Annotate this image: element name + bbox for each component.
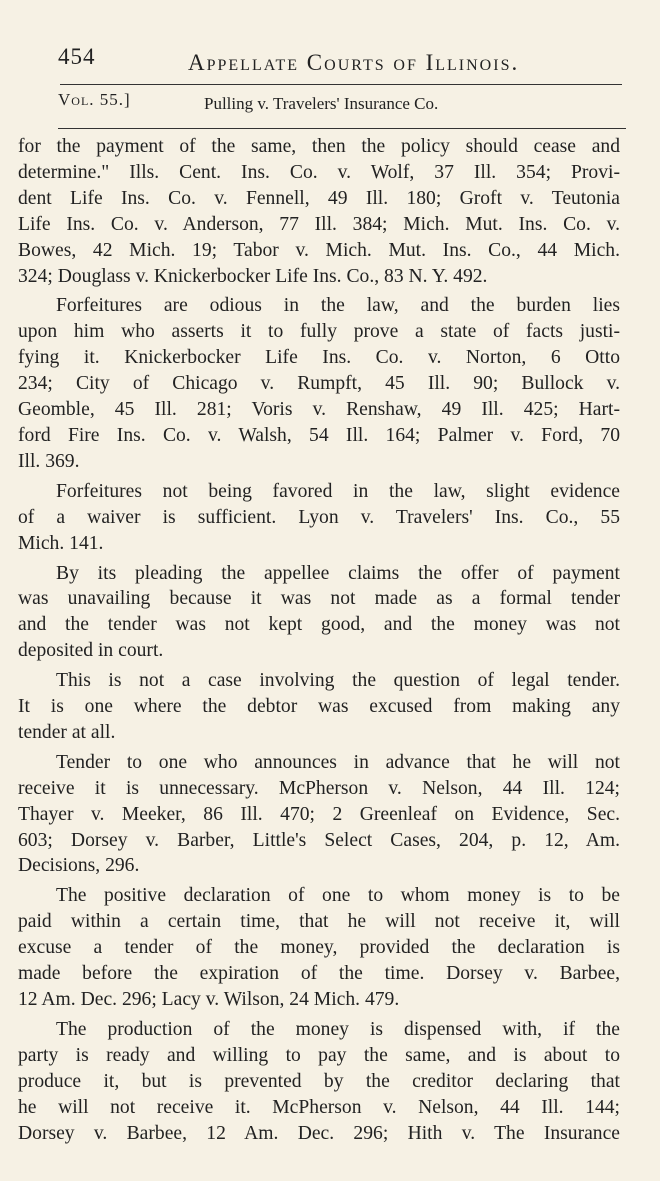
text-line: ford Fire Ins. Co. v. Walsh, 54 Ill. 164; Palmer v. Ford, 70 xyxy=(18,424,620,446)
text-line: excuse a tender of the money, provided the declaration is xyxy=(18,937,620,959)
text-line: Mich. 141. xyxy=(18,532,104,554)
text-line: Ill. 369. xyxy=(18,450,80,472)
text-line: determine." Ills. Cent. Ins. Co. v. Wolf, 37 Ill. 354; Provi- xyxy=(18,161,620,183)
text-line: dent Life Ins. Co. v. Fennell, 49 Ill. 180; Groft v. Teutonia xyxy=(18,187,620,209)
text-line: tender at all. xyxy=(18,721,116,743)
text-line: Decisions, 296. xyxy=(18,855,140,877)
text-line: of a waiver is sufficient. Lyon v. Travelers' Ins. Co., 55 xyxy=(18,506,620,528)
text-line: fying it. Knickerbocker Life Ins. Co. v. Norton, 6 Otto xyxy=(18,347,620,369)
body-text xyxy=(18,134,620,1150)
case-subheader xyxy=(58,90,622,120)
text-line: Geomble, 45 Ill. 281; Voris v. Renshaw, 49 Ill. 425; Hart- xyxy=(18,399,620,421)
text-line: produce it, but is prevented by the creditor declaring that xyxy=(18,1070,620,1092)
text-line: The production of the money is dispensed with, if the xyxy=(56,1018,620,1040)
text-line: for the payment of the same, then the policy should cease and xyxy=(18,136,620,157)
text-line: Dorsey v. Barbee, 12 Am. Dec. 296; Hith v. The Insurance xyxy=(18,1122,620,1144)
paragraph xyxy=(18,1017,620,1147)
paragraph xyxy=(18,479,620,557)
text-line: Life Ins. Co. v. Anderson, 77 Ill. 384; Mich. Mut. Ins. Co. v. xyxy=(18,213,620,235)
text-line: 603; Dorsey v. Barber, Little's Select Cases, 204, p. 12, Am. xyxy=(18,829,620,851)
text-line: This is not a case involving the question of legal tender. xyxy=(56,670,620,692)
paragraph xyxy=(18,668,620,746)
paragraph xyxy=(18,134,620,289)
paragraph xyxy=(18,293,620,474)
paragraph xyxy=(18,561,620,665)
text-line: he will not receive it. McPherson v. Nelson, 44 Ill. 144; xyxy=(18,1096,620,1118)
text-line: Forfeitures are odious in the law, and the burden lies xyxy=(56,295,620,317)
court-title: Appellate Courts of Illinois. xyxy=(188,50,520,75)
paragraph xyxy=(18,883,620,1013)
text-line: It is one where the debtor was excused from making any xyxy=(18,696,620,718)
text-line: deposited in court. xyxy=(18,640,164,662)
text-line: Thayer v. Meeker, 86 Ill. 470; 2 Greenleaf on Evidence, Sec. xyxy=(18,803,620,825)
header-rule-top xyxy=(60,84,622,85)
text-line: The positive declaration of one to whom money is to be xyxy=(56,885,620,907)
text-line: receive it is unnecessary. McPherson v. Nelson, 44 Ill. 124; xyxy=(18,777,620,799)
text-line: Forfeitures not being favored in the law, slight evidence xyxy=(56,480,620,502)
text-line: and the tender was not kept good, and the money was not xyxy=(18,614,620,636)
text-line: By its pleading the appellee claims the offer of payment xyxy=(56,562,620,584)
text-line: party is ready and willing to pay the same, and is about to xyxy=(18,1044,620,1066)
text-line: upon him who asserts it to fully prove a state of facts justi- xyxy=(18,321,620,343)
volume-label: Vol. 55.] xyxy=(58,90,131,109)
text-line: Tender to one who announces in advance that he will not xyxy=(56,751,620,773)
paragraph xyxy=(18,750,620,880)
header-rule-bottom xyxy=(58,128,626,129)
text-line: was unavailing because it was not made as a formal tender xyxy=(18,588,620,610)
text-line: Bowes, 42 Mich. 19; Tabor v. Mich. Mut. Ins. Co., 44 Mich. xyxy=(18,239,620,261)
text-line: 324; Douglass v. Knickerbocker Life Ins. Co., 83 N. Y. 492. xyxy=(18,265,488,287)
text-line: 12 Am. Dec. 296; Lacy v. Wilson, 24 Mich. 479. xyxy=(18,989,400,1010)
running-head xyxy=(18,0,622,75)
text-line: made before the expiration of the time. Dorsey v. Barbee, xyxy=(18,963,620,985)
case-name: Pulling v. Travelers' Insurance Co. xyxy=(204,94,439,113)
text-line: paid within a certain time, that he will not receive it, will xyxy=(18,911,620,933)
text-line: 234; City of Chicago v. Rumpft, 45 Ill. 90; Bullock v. xyxy=(18,373,620,395)
page-number: 454 xyxy=(58,44,96,69)
